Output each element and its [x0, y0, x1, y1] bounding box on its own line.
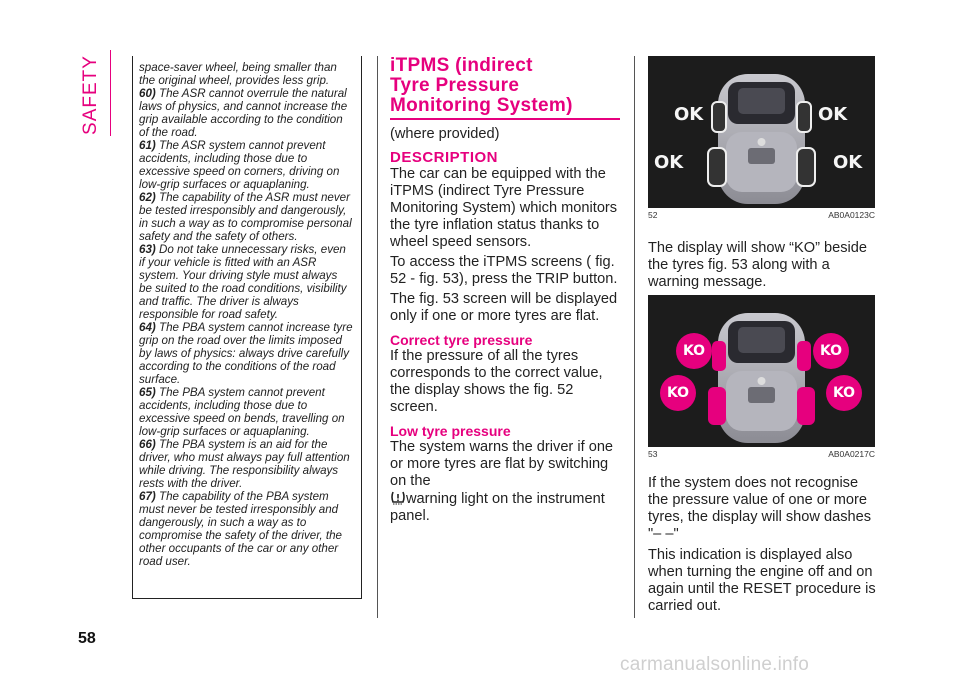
warning-item	[139, 321, 353, 386]
rear-left-status: OK	[654, 152, 684, 173]
watermark: carmanualsonline.info	[620, 654, 810, 675]
warning-text: The PBA system cannot increase tyre grip on the road over the limits imposed by laws of physics: always drive carefully according to the conditions of the road surface.	[139, 321, 353, 386]
front-right-status: KO	[813, 333, 849, 369]
low-pressure-text	[390, 439, 622, 525]
reset-description: This indication is displayed also when turning the engine off and on again until the RESET procedure is carried out.	[648, 547, 876, 614]
figure-53-caption	[648, 447, 875, 461]
figure-52-image	[648, 56, 875, 208]
tyre-pressure-warning-icon	[390, 490, 406, 505]
warning-number: 65)	[139, 386, 156, 399]
description-paragraph: The fig. 53 screen will be displayed only if one or more tyres are flat.	[390, 291, 618, 324]
low-pressure-text-b: warning light on the instrument panel.	[390, 491, 605, 524]
title-underline	[390, 118, 620, 120]
warning-item	[139, 87, 353, 139]
warning-text: The capability of the ASR must never be tested irresponsibly and dangerously, in such a way as to compromise personal safety and the safety of others.	[139, 191, 352, 243]
correct-pressure-text: If the pressure of all the tyres corresponds to the correct value, the display shows the fig. 52 screen.	[390, 348, 603, 415]
car-top-view-illustration	[648, 56, 875, 208]
figure-code: AB0A0217C	[828, 449, 875, 459]
front-left-status: KO	[676, 333, 712, 369]
warning-number: 61)	[139, 139, 156, 152]
ko-description: The display will show “KO” beside the tyres fig. 53 along with a warning message.	[648, 240, 867, 290]
page-number: 58	[78, 630, 96, 647]
warning-text: The ASR cannot overrule the natural laws of physics, and cannot increase the grip available according to the condition of the road.	[139, 87, 348, 139]
description-paragraph: To access the iTPMS screens ( fig. 52 - fig. 53), press the TRIP button.	[390, 254, 618, 287]
column-divider	[377, 56, 378, 618]
rear-right-status: KO	[826, 375, 862, 411]
front-right-status: OK	[818, 104, 848, 125]
warning-intro: space-saver wheel, being smaller than the original wheel, provides less grip.	[139, 61, 337, 87]
section-tab-label: SAFETY	[80, 55, 101, 135]
warning-item	[139, 139, 353, 191]
rear-right-status: OK	[833, 152, 863, 173]
section-tab-rule	[110, 50, 111, 136]
warning-text: The PBA system is an aid for the driver, who must always pay full attention while driving. The responsibility always rests with the driver.	[139, 438, 350, 490]
warning-item	[139, 386, 353, 438]
figure-code: AB0A0123C	[828, 210, 875, 220]
warning-item	[139, 438, 353, 490]
front-left-status: OK	[674, 104, 704, 125]
section-title-line: Tyre Pressure	[390, 75, 520, 96]
figure-53-image	[648, 295, 875, 447]
low-pressure-text-a: The system warns the driver if one or more tyres are flat by switching on the	[390, 439, 614, 489]
figures-column	[648, 56, 878, 615]
warning-item	[139, 191, 353, 243]
figure-52-caption	[648, 208, 875, 222]
section-tab	[78, 55, 104, 135]
warning-text: Do not take unnecessary risks, even if your vehicle is fitted with an ASR system. Your driving style must always be suited to the road conditions, visibility and traffic. The driver is always responsible for road safety.	[139, 243, 347, 321]
correct-pressure-heading: Correct tyre pressure	[390, 332, 533, 348]
where-provided: (where provided)	[390, 126, 500, 142]
car-top-view-illustration	[648, 295, 875, 447]
warning-text: The capability of the PBA system must never be tested irresponsibly and dangerously, in such a way as to compromise the safety of the driver, the other occupants of the car or any other road user.	[139, 490, 342, 568]
figure-number: 52	[648, 210, 658, 220]
warning-text: The PBA system cannot prevent accidents, including those due to excessive speed on bends, travelling on low-grip surfaces or aquaplaning.	[139, 386, 345, 438]
warning-number: 66)	[139, 438, 156, 451]
column-divider	[634, 56, 635, 618]
section-title-line: iTPMS (indirect	[390, 55, 533, 76]
dashes-description: If the system does not recognise the pressure value of one or more tyres, the display will show dashes "– –"	[648, 475, 872, 542]
warning-item	[139, 243, 353, 321]
low-pressure-heading: Low tyre pressure	[390, 423, 511, 439]
section-title-line: Monitoring System)	[390, 95, 573, 116]
warning-number: 60)	[139, 87, 156, 100]
warning-item	[139, 490, 353, 568]
warning-text: The ASR system cannot prevent accidents, including those due to excessive speed on corners, driving on low-grip surfaces or aquaplaning.	[139, 139, 340, 191]
warning-number: 63)	[139, 243, 156, 256]
itpms-section	[390, 56, 622, 525]
rear-left-status: KO	[660, 375, 696, 411]
description-paragraph: The car can be equipped with the iTPMS (indirect Tyre Pressure Monitoring System) which monitors the tyre inflation status thanks to wheel speed sensors.	[390, 166, 618, 250]
warnings-box	[132, 56, 362, 599]
section-title	[390, 56, 622, 116]
description-heading: DESCRIPTION	[390, 149, 499, 166]
warning-number: 64)	[139, 321, 156, 334]
warning-number: 62)	[139, 191, 156, 204]
warning-number: 67)	[139, 490, 156, 503]
figure-number: 53	[648, 449, 658, 459]
